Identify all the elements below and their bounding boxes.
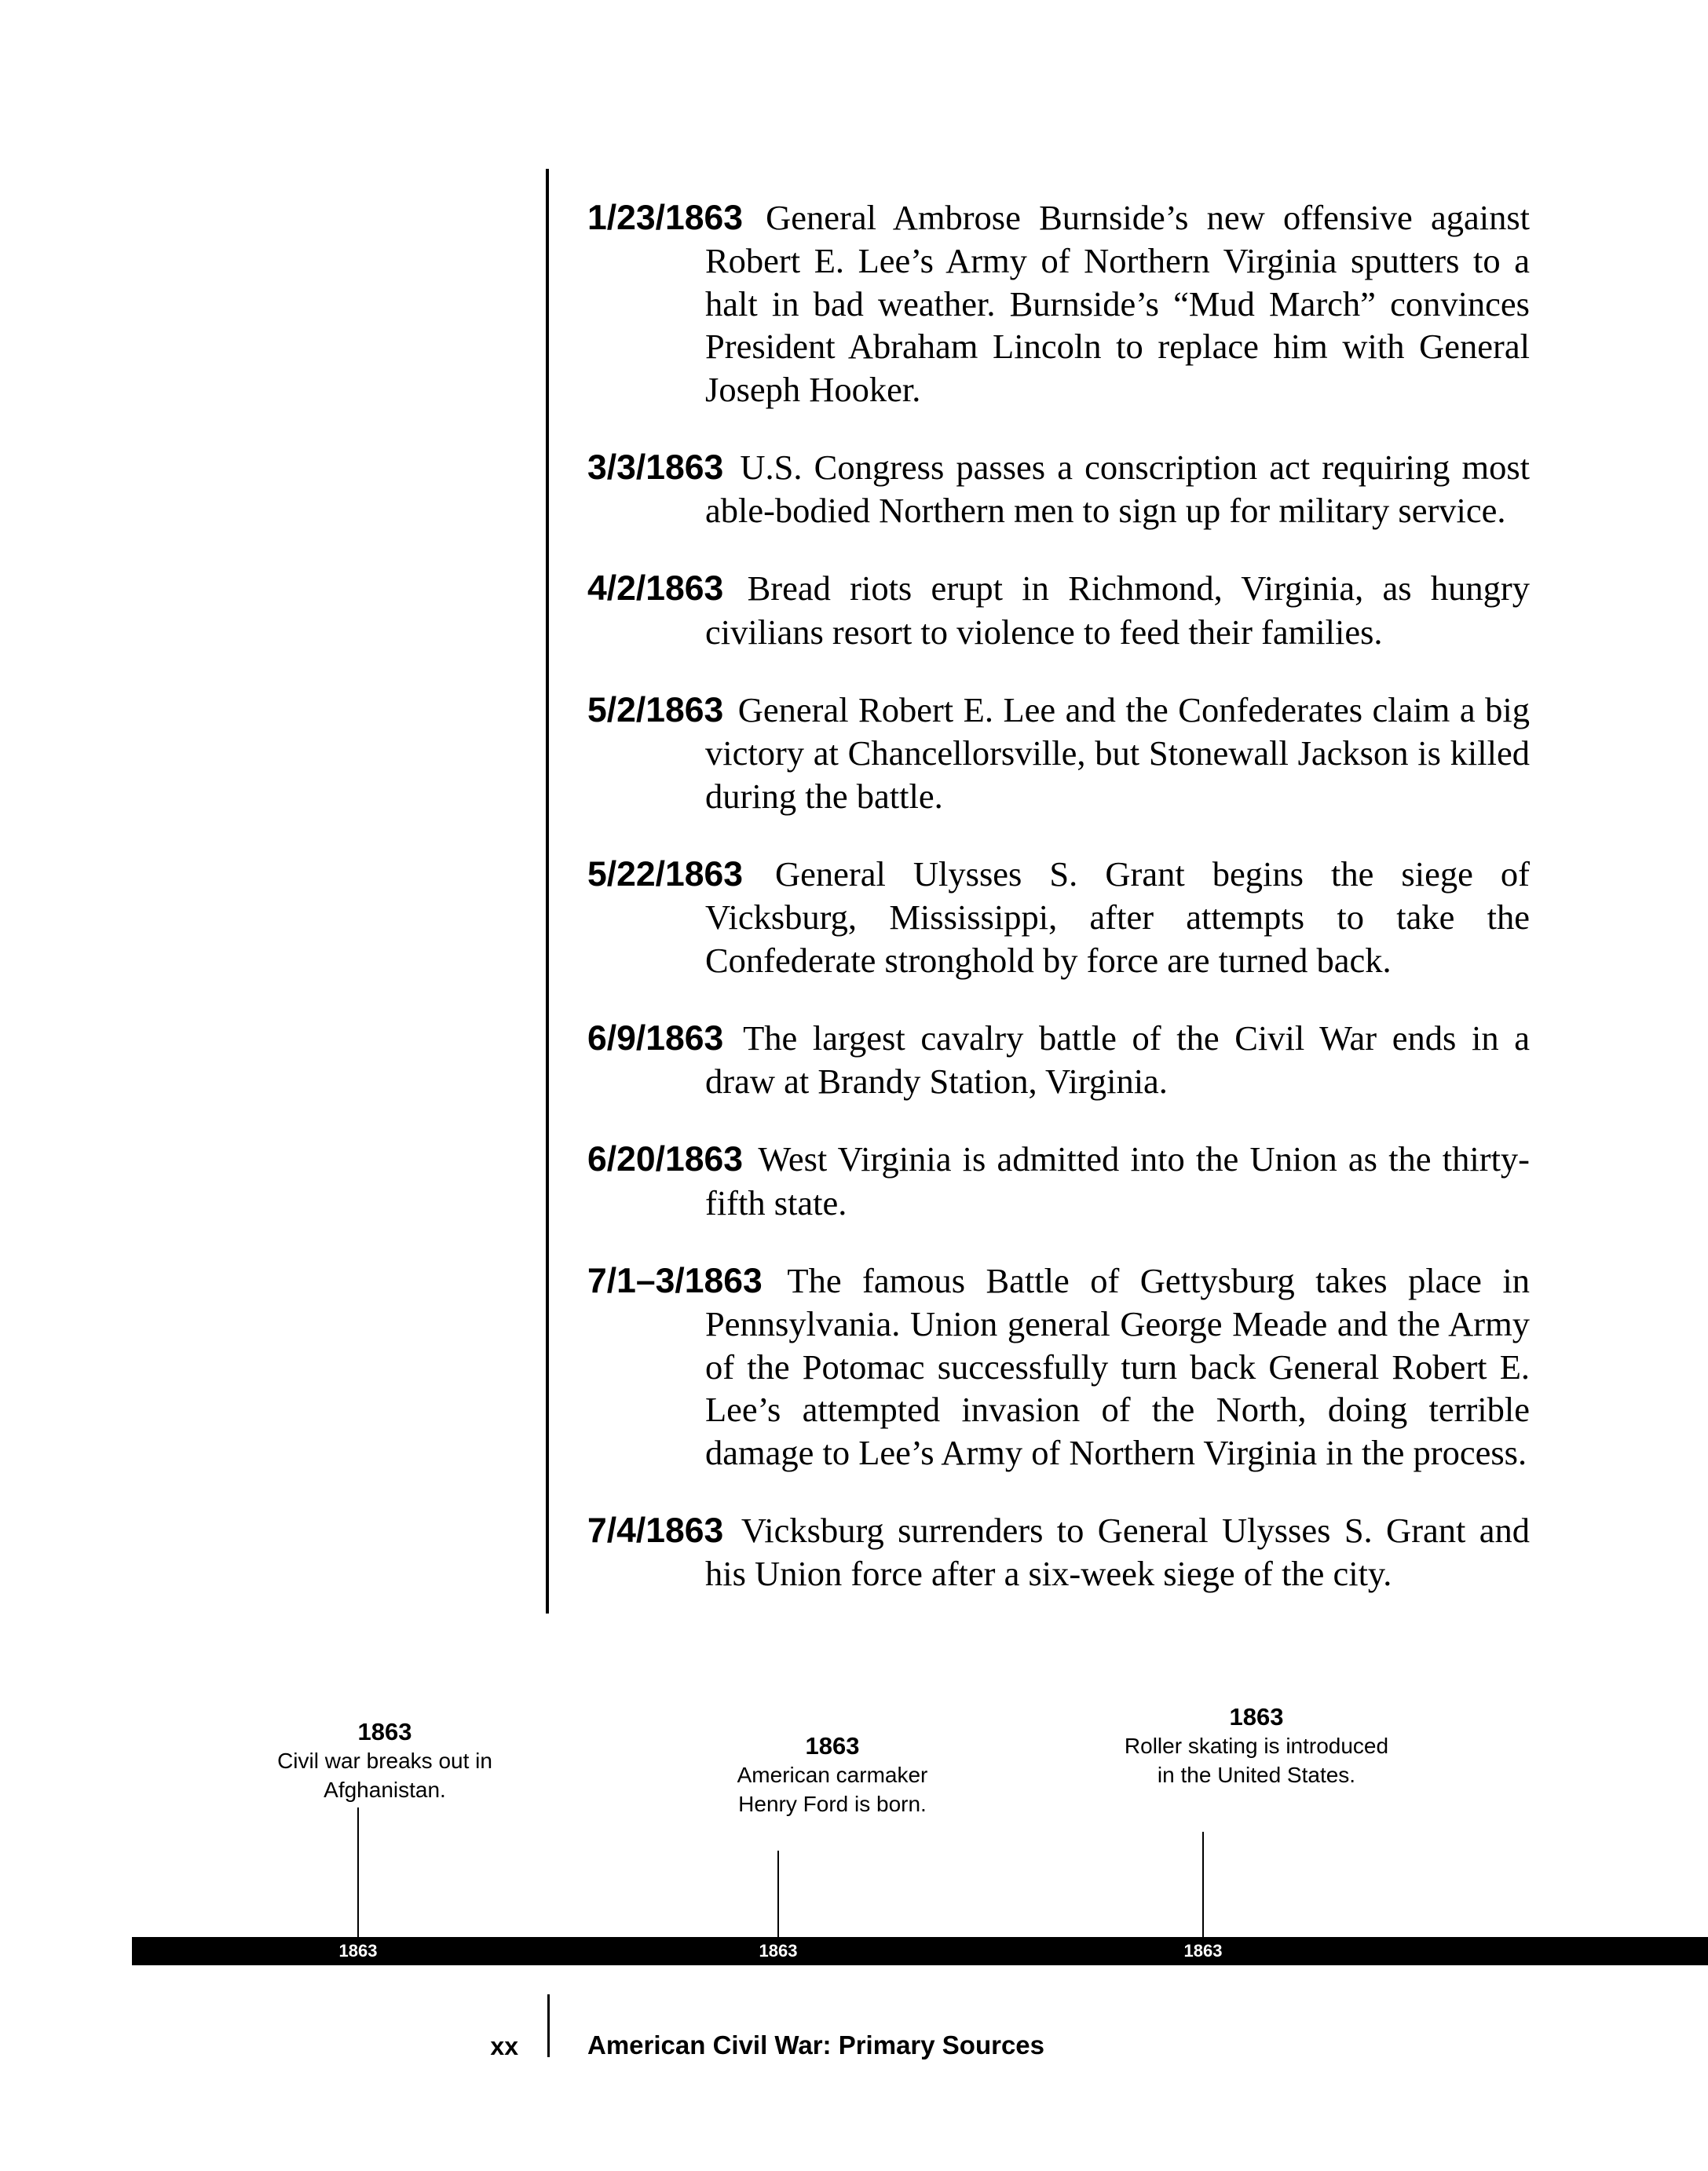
chronology-entry — [587, 1138, 1530, 1224]
entry-date: 5/2/1863 — [587, 690, 724, 729]
timeline-event-text: Civil war breaks out in Afghanistan. — [277, 1749, 492, 1802]
entry-text: General Ambrose Burnside’s new offensive against Robert E. Lee’s Army of Northern Virginia sputters to a halt in bad weather. Burnside’s “Mud March” convinces President Abraham Lincoln to replace him with General Joseph Hooker. — [705, 197, 1530, 409]
entry-text: The largest cavalry battle of the Civil War ends in a draw at Brandy Station, Virginia. — [705, 1018, 1530, 1101]
timeline-event — [1123, 1702, 1390, 1789]
margin-rule — [546, 169, 549, 1614]
timeline-connector — [357, 1807, 359, 1937]
timeline-connector — [1202, 1832, 1204, 1937]
timeline-bar-label: 1863 — [1183, 1941, 1223, 1961]
entry-text: The famous Battle of Gettysburg takes place in Pennsylvania. Union general George Meade and the Army of the Potomac successfully turn back General Robert E. Lee’s attempted invasion of the North, doing terrible damage to Lee’s Army of Northern Virginia in the process. — [705, 1260, 1531, 1472]
timeline-event-year: 1863 — [805, 1732, 860, 1760]
entry-date: 3/3/1863 — [587, 448, 724, 487]
timeline-event-text: American carmaker Henry Ford is born. — [737, 1763, 928, 1816]
entry-text: Bread riots erupt in Richmond, Virginia, as hungry civilians resort to violence to feed their families. — [705, 568, 1531, 652]
timeline-event — [251, 1717, 518, 1804]
timeline-event-text: Roller skating is introduced in the United States. — [1124, 1734, 1389, 1787]
book-title: American Civil War: Primary Sources — [587, 2030, 1045, 2060]
chronology-entry — [587, 1509, 1530, 1595]
chronology-entry — [587, 446, 1530, 532]
entry-date: 6/20/1863 — [587, 1140, 743, 1179]
timeline-event — [707, 1731, 958, 1818]
chronology-entry — [587, 567, 1530, 653]
timeline-event-year: 1863 — [1229, 1703, 1284, 1731]
entry-date: 7/1–3/1863 — [587, 1261, 763, 1300]
entry-date: 1/23/1863 — [587, 198, 743, 237]
chronology-entry — [587, 853, 1530, 982]
chronology-entry — [587, 196, 1530, 411]
entry-date: 5/22/1863 — [587, 854, 743, 894]
timeline-event-year: 1863 — [357, 1718, 412, 1745]
entry-text: General Ulysses S. Grant begins the siege of Vicksburg, Mississippi, after attempts to take the Confederate stronghold by force are turned back. — [705, 853, 1530, 980]
entry-text: Vicksburg surrenders to General Ulysses S. Grant and his Union force after a six-week siege of the city. — [705, 1510, 1531, 1593]
entry-date: 6/9/1863 — [587, 1018, 724, 1058]
entry-date: 7/4/1863 — [587, 1511, 724, 1550]
chronology-list — [587, 161, 1530, 1630]
entry-text: U.S. Congress passes a conscription act requiring most able-bodied Northern men to sign up for military service. — [705, 447, 1531, 530]
entry-text: West Virginia is admitted into the Union as the thirty-fifth state. — [705, 1139, 1530, 1223]
entry-text: General Robert E. Lee and the Confederates claim a big victory at Chancellorsville, but Stonewall Jackson is killed during the battle. — [705, 689, 1530, 816]
timeline-connector — [777, 1851, 779, 1937]
chronology-entry — [587, 689, 1530, 818]
chronology-entry — [587, 1259, 1530, 1475]
entry-date: 4/2/1863 — [587, 569, 724, 608]
timeline-bar-label: 1863 — [338, 1941, 378, 1961]
chronology-entry — [587, 1017, 1530, 1103]
timeline-bar-label: 1863 — [759, 1941, 798, 1961]
footer-divider — [547, 1994, 550, 2057]
page-number: xx — [490, 2032, 518, 2060]
